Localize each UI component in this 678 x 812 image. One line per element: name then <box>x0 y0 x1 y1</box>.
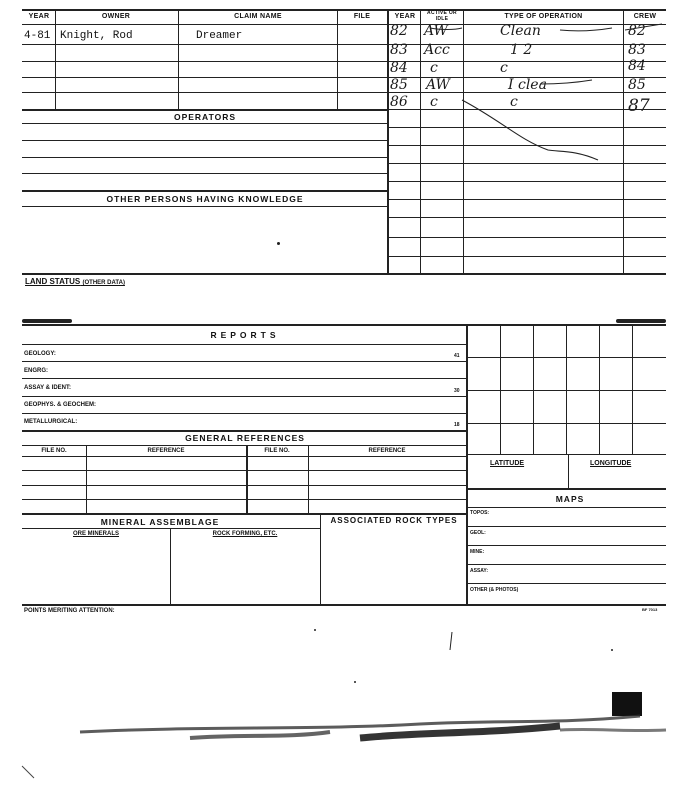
activity-year: 82 <box>390 23 408 39</box>
row-rule <box>467 564 666 565</box>
reports-title: REPORTS <box>210 330 280 340</box>
grid-line <box>566 324 567 454</box>
grid-line <box>500 324 501 454</box>
row-rule <box>22 413 466 414</box>
divider <box>308 445 309 513</box>
activity-crew: 84 <box>628 58 646 74</box>
row-rule <box>22 485 466 486</box>
divider <box>170 528 171 604</box>
col-active-idle-header: ACTIVE OR IDLE <box>427 10 457 22</box>
row-rule <box>22 140 387 141</box>
activity-operation: Clean <box>500 23 541 39</box>
ref-reference-header: REFERENCE <box>147 448 185 454</box>
row-rule <box>22 378 466 379</box>
divider <box>466 324 468 604</box>
report-number: 18 <box>454 422 460 428</box>
map-other-label: OTHER (& PHOTOS) <box>470 587 519 593</box>
row-rule <box>22 430 466 432</box>
row-rule <box>467 488 666 490</box>
report-label: ASSAY & IDENT: <box>24 385 72 391</box>
report-label: METALLURGICAL: <box>24 419 78 425</box>
divider <box>86 445 87 513</box>
activity-crew: 87 <box>628 96 650 116</box>
row-rule <box>22 344 466 345</box>
row-rule <box>22 456 466 457</box>
activity-crew: 83 <box>628 42 646 58</box>
row-rule <box>22 190 387 192</box>
other-persons-title: OTHER PERSONS HAVING KNOWLEDGE <box>106 194 304 204</box>
record-year: 4-81 <box>24 30 51 42</box>
row-rule <box>22 396 466 397</box>
col-year2-header: YEAR <box>394 13 416 20</box>
report-number: 41 <box>454 353 460 359</box>
scan-speck <box>277 242 280 245</box>
grid-line <box>467 423 666 424</box>
row-rule <box>22 206 387 207</box>
ref-reference-header: REFERENCE <box>368 448 406 454</box>
operators-title: OPERATORS <box>173 112 237 122</box>
reports-top-border <box>22 324 666 326</box>
row-rule <box>22 513 466 515</box>
row-rule <box>22 157 387 158</box>
activity-crew: 85 <box>628 77 646 93</box>
grid-line <box>467 390 666 391</box>
activity-status: c <box>430 60 438 76</box>
associated-rock-types-title: ASSOCIATED ROCK TYPES <box>330 516 458 525</box>
form-number: BF 7013 <box>642 607 658 612</box>
activity-year: 85 <box>390 77 408 93</box>
land-status-label: LAND STATUS (OTHER DATA) <box>25 277 125 286</box>
activity-year: 83 <box>390 42 408 58</box>
grid-line <box>467 454 666 455</box>
col-claim-name-header: CLAIM NAME <box>234 13 282 20</box>
col-file-header: FILE <box>353 13 371 20</box>
row-rule <box>22 528 320 529</box>
col-year-header: YEAR <box>28 13 50 20</box>
general-references-title: GENERAL REFERENCES <box>185 433 305 443</box>
grid-line <box>467 357 666 358</box>
row-rule <box>467 545 666 546</box>
mineral-assemblage-title: MINERAL ASSEMBLAGE <box>100 517 220 527</box>
longitude-label: LONGITUDE <box>590 460 632 467</box>
row-rule <box>22 361 466 362</box>
row-rule <box>22 445 466 446</box>
row-rule <box>22 470 466 471</box>
ref-file-no-header: FILE NO. <box>264 448 290 454</box>
maps-title: MAPS <box>555 494 585 504</box>
divider <box>246 445 248 513</box>
activity-operation: c <box>500 60 508 76</box>
col-type-operation-header: TYPE OF OPERATION <box>504 13 583 20</box>
activity-operation: 1 2 <box>510 42 533 58</box>
ore-minerals-header: ORE MINERALS <box>72 531 119 537</box>
latitude-label: LATITUDE <box>490 460 525 467</box>
report-number: 30 <box>454 388 460 394</box>
report-label: GEOPHYS. & GEOCHEM: <box>24 402 97 408</box>
map-topos-label: TOPOS: <box>470 510 490 516</box>
grid-line <box>599 324 600 454</box>
record-claim-name: Dreamer <box>196 30 243 42</box>
row-rule <box>467 583 666 584</box>
map-geol-label: GEOL: <box>470 530 486 536</box>
points-meriting-label: POINTS MERITING ATTENTION: <box>24 608 115 614</box>
activity-operation: c <box>510 94 518 110</box>
map-assay-label: ASSAY: <box>470 568 489 574</box>
smudge <box>616 319 666 323</box>
activity-status: AW <box>426 77 450 93</box>
ref-file-no-header: FILE NO. <box>41 448 67 454</box>
row-rule <box>22 604 666 606</box>
row-rule <box>22 123 387 124</box>
activity-crew: 82 <box>628 23 646 39</box>
activity-operation: I clea <box>508 77 547 93</box>
rock-forming-header: ROCK FORMING, ETC. <box>212 531 278 537</box>
scan-noise <box>0 620 678 810</box>
row-rule <box>467 507 666 508</box>
activity-status: c <box>430 94 438 110</box>
activity-year: 84 <box>390 60 408 76</box>
smudge <box>22 319 72 323</box>
col-crew-header: CREW <box>633 13 657 20</box>
grid-line <box>632 324 633 454</box>
divider <box>320 513 321 604</box>
divider <box>568 454 569 488</box>
activity-status: Acc <box>424 42 450 58</box>
row-rule <box>467 526 666 527</box>
col-owner-header: OWNER <box>101 13 131 20</box>
activity-status: AW <box>424 23 448 39</box>
report-label: ENGRG: <box>24 368 48 374</box>
record-owner: Knight, Rod <box>60 30 133 42</box>
row-rule <box>22 499 466 500</box>
activity-year: 86 <box>390 94 408 110</box>
report-label: GEOLOGY: <box>24 351 56 357</box>
grid-line <box>533 324 534 454</box>
row-rule <box>22 173 387 174</box>
map-mine-label: MINE: <box>470 549 485 555</box>
